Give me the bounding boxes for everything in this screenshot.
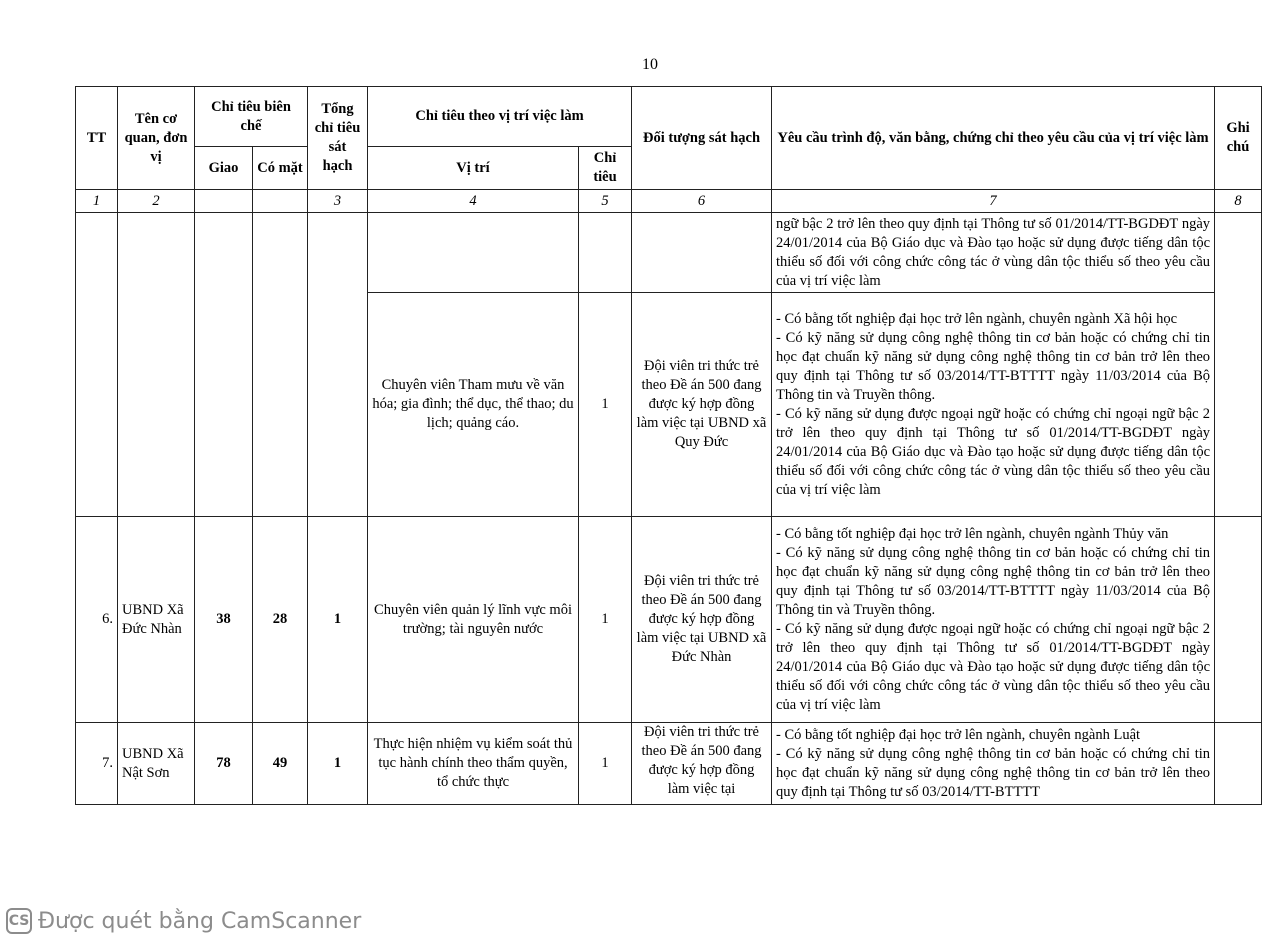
cell-present (253, 213, 308, 517)
column-number: 3 (308, 190, 368, 213)
cell-tt (76, 213, 118, 517)
cell-target: Đội viên tri thức trẻ theo Đề án 500 đang được ký hợp đồng làm việc tại UBND xã Quy Đức (632, 293, 772, 517)
requirement-line: ngữ bậc 2 trở lên theo quy định tại Thông tư số 01/2014/TT-BGDĐT ngày 24/01/2014 của Bộ Giáo dục và Đào tạo hoặc sử dụng được tiếng dân tộc thiểu số đối với công chức công tác ở vùng dân tộc thiểu số theo yêu cầu của vị trí việc làm (776, 215, 1211, 289)
page-number: 10 (642, 56, 658, 73)
column-number: 1 (76, 190, 118, 213)
cell-note (1215, 517, 1262, 723)
cell-target: Đội viên tri thức trẻ theo Đề án 500 đang được ký hợp đồng làm việc tại UBND xã Đức Nhàn (632, 517, 772, 723)
cell-note (1215, 723, 1262, 805)
column-number (195, 190, 253, 213)
cell-position-quota (579, 213, 632, 293)
header-quota-present: Có mặt (253, 147, 308, 190)
staffing-table (75, 86, 1262, 805)
header-target: Đối tượng sát hạch (632, 87, 772, 190)
cell-requirements (772, 293, 1215, 517)
requirement-line: - Có kỹ năng sử dụng công nghệ thông tin cơ bản hoặc có chứng chỉ tin học đạt chuẩn kỹ năng sử dụng công nghệ thông tin cơ bản trở lên theo quy định tại Thông tư số 03/2014/TT-BTTTT (776, 745, 1211, 800)
cell-assigned: 38 (195, 517, 253, 723)
header-requirements: Yêu cầu trình độ, văn bằng, chứng chỉ theo yêu cầu của vị trí việc làm (772, 87, 1215, 190)
header-position-quota: Chỉ tiêu (579, 147, 632, 190)
requirement-line: - Có bằng tốt nghiệp đại học trở lên ngành, chuyên ngành Thủy văn (776, 525, 1169, 542)
cell-position: Thực hiện nhiệm vụ kiểm soát thủ tục hành chính theo thẩm quyền, tổ chức thực (368, 723, 579, 805)
column-number: 8 (1215, 190, 1262, 213)
requirement-line: - Có kỹ năng sử dụng công nghệ thông tin cơ bản hoặc có chứng chỉ tin học đạt chuẩn kỹ năng sử dụng công nghệ thông tin cơ bản trở lên theo quy định tại Thông tư số 03/2014/TT-BTTTT ngày 11/03/2014 của Bộ Thông tin và Truyền thông. (776, 329, 1211, 403)
requirement-line: - Có kỹ năng sử dụng công nghệ thông tin cơ bản hoặc có chứng chỉ tin học đạt chuẩn kỹ năng sử dụng công nghệ thông tin cơ bản trở lên theo quy định tại Thông tư số 03/2014/TT-BTTTT ngày 11/03/2014 của Bộ Thông tin và Truyền thông. (776, 544, 1211, 618)
cell-total-exam: 1 (308, 723, 368, 805)
cell-note (1215, 213, 1262, 517)
column-number-row (76, 190, 1262, 213)
cell-position-quota: 1 (579, 517, 632, 723)
cell-requirements (772, 517, 1215, 723)
cell-total-exam (308, 213, 368, 517)
table-row (76, 213, 1262, 293)
cell-present: 49 (253, 723, 308, 805)
cell-requirements (772, 723, 1215, 805)
header-unit: Tên cơ quan, đơn vị (118, 87, 195, 190)
cell-tt: 6. (76, 517, 118, 723)
column-number: 2 (118, 190, 195, 213)
camscanner-watermark (6, 906, 361, 936)
header-quota-group: Chỉ tiêu biên chế (195, 87, 308, 147)
column-number: 7 (772, 190, 1215, 213)
column-number: 4 (368, 190, 579, 213)
requirement-line: - Có kỹ năng sử dụng được ngoại ngữ hoặc có chứng chỉ ngoại ngữ bậc 2 trở lên theo quy định tại Thông tư số 01/2014/TT-BGDĐT ngày 24/01/2014 của Bộ Giáo dục và Đào tạo hoặc sử dụng được tiếng dân tộc thiểu số đối với công chức công tác ở vùng dân tộc thiểu số theo yêu cầu của vị trí việc làm (776, 620, 1211, 713)
cell-unit: UBND Xã Nật Sơn (118, 723, 195, 805)
column-number: 5 (579, 190, 632, 213)
cell-unit (118, 213, 195, 517)
requirement-line: - Có kỹ năng sử dụng được ngoại ngữ hoặc có chứng chỉ ngoại ngữ bậc 2 trở lên theo quy định tại Thông tư số 01/2014/TT-BGDĐT ngày 24/01/2014 của Bộ Giáo dục và Đào tạo hoặc sử dụng được tiếng dân tộc thiểu số đối với công chức công tác ở vùng dân tộc thiểu số theo yêu cầu của vị trí việc làm (776, 405, 1211, 498)
cell-position-quota: 1 (579, 723, 632, 805)
cell-unit: UBND Xã Đức Nhàn (118, 517, 195, 723)
watermark-text: Được quét bằng CamScanner (38, 908, 362, 934)
camscanner-logo-icon: CS (6, 908, 32, 934)
cell-position (368, 213, 579, 293)
header-tt: TT (76, 87, 118, 190)
table-row (76, 723, 1262, 805)
header-note: Ghi chú (1215, 87, 1262, 190)
cell-position: Chuyên viên Tham mưu về văn hóa; gia đình; thể dục, thể thao; du lịch; quảng cáo. (368, 293, 579, 517)
cell-position-quota: 1 (579, 293, 632, 517)
requirement-line: - Có bằng tốt nghiệp đại học trở lên ngành, chuyên ngành Xã hội học (776, 310, 1178, 327)
table-row (76, 517, 1262, 723)
header-total-exam: Tổng chỉ tiêu sát hạch (308, 87, 368, 190)
column-number (253, 190, 308, 213)
cell-tt: 7. (76, 723, 118, 805)
cell-target: Đội viên tri thức trẻ theo Đề án 500 đang được ký hợp đồng làm việc tại (632, 723, 772, 805)
cell-assigned (195, 213, 253, 517)
header-position-group: Chỉ tiêu theo vị trí việc làm (368, 87, 632, 147)
header-position: Vị trí (368, 147, 579, 190)
column-number: 6 (632, 190, 772, 213)
header-quota-assigned: Giao (195, 147, 253, 190)
requirement-line: - Có bằng tốt nghiệp đại học trở lên ngành, chuyên ngành Luật (776, 726, 1141, 743)
cell-assigned: 78 (195, 723, 253, 805)
cell-present: 28 (253, 517, 308, 723)
cell-position: Chuyên viên quản lý lĩnh vực môi trường; tài nguyên nước (368, 517, 579, 723)
cell-target (632, 213, 772, 293)
cell-requirements (772, 213, 1215, 293)
cell-total-exam: 1 (308, 517, 368, 723)
